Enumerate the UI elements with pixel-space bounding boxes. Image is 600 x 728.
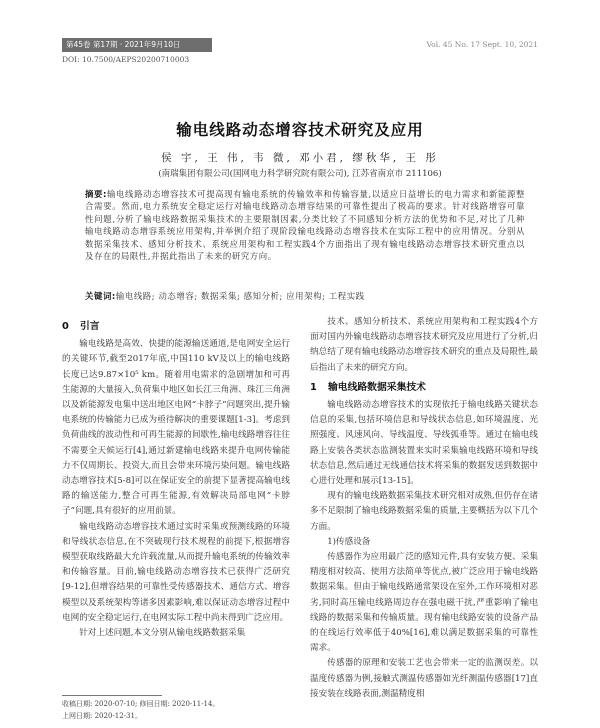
affiliation: (南瑞集团有限公司(国网电力科学研究院有限公司), 江苏省南京市 211106) [158,169,442,179]
paragraph: 针对上述问题,本文分别从输电线路数据采集 [79,628,246,639]
journal-header [0,38,600,52]
section-heading-introduction: 0 引言 [62,321,100,332]
keywords-label: 关键词: [85,291,116,301]
abstract-text: 输电线路动态增容技术可提高现有输电系统的传输效率和传输容量,以适应日益增长的电力需求和新能源整合需要。然而,电力系统安全稳定运行对输电线路动态增容结果的可靠性提出了极高的要求。针对线路增容可靠性问题,分析了输电线路数据采集技术的主要限制因素,分类比较了不同感知分析方法的优势和不足,对比了几种输电线路动态增容系统应用架构,并举例介绍了现阶段输电线路动态增容技术在实际工程中的应用情况。分别从数据采集技术、感知分析技术、系统应用架构和工程实践4个方面指出了现有输电线路动态增容技术研究重点以及存在的局限性,并据此指出了未来的研究方向。 [85,189,525,262]
paragraph: 输电线路动态增容技术的实现依托于输电线路关键状态信息的采集,包括环境信息和导线状态信息,如环境温度、光照强度、风速风向、导线温度、导线弧垂等。通过在输电线路上安装各类状态监测装置来实时采集输电线路环境和导线状态信息,然后通过无线通信技术将采集的数据发送到数据中心进行处理和展示[13-15]。 [310,400,538,487]
paper-title: 输电线路动态增容技术研究及应用 [176,121,424,139]
abstract [85,188,525,262]
subsection-heading: 1)传感设备 [327,536,371,547]
keywords-text: 输电线路; 动态增容; 数据采集; 感知分析; 应用架构; 工程实践 [115,291,365,301]
volume-info: Vol. 45 No. 17 Sept. 10, 2021 [426,40,538,49]
abstract-label: 摘要: [85,189,107,199]
left-column [62,315,290,641]
paragraph: 技术、感知分析技术、系统应用架构和工程实践4个方面对国内外输电线路动态增容技术研究及应用进行了分析,归纳总结了现有输电线路动态增容技术研究的重点及局限性,最后指出了未来的研究方向。 [310,317,538,373]
keywords [85,290,525,302]
doi: DOI: 10.7500/AEPS20200710003 [62,55,190,64]
paragraph: 输电线路动态增容技术通过实时采集或预测线路的环境和导线状态信息,在不突破现行技术规程的前提下,根据增容模型获取线路最大允许载流量,从而提升输电系统的传输效率和传输容量。目前,输电线路动态增容技术已获得广泛研究[9-12],但增容结果的可靠性受传感器技术、通信方式、增容模型以及系统架构等诸多因素影响,难以保证动态增容过程中电网的安全稳定运行,在电网实际工程中尚未得到广泛应用。 [62,521,290,623]
paragraph: 现有的输电线路数据采集技术研究相对成熟,但仍存在诸多不足限制了输电线路数据采集的质量,主要概括为以下几个方面。 [310,491,538,532]
footnote-online: 上网日期: 2020-12-31。 [62,712,142,720]
journal-issue-badge: 第45卷 第17期 · 2021年9月10日 [62,38,212,52]
paragraph: 输电线路是高效、快捷的能源输送通道,是电网安全运行的关键环节,截至2017年底,中国110 kV及以上的输电线路长度已达9.87×10⁵ km。随着用电需求的急剧增加和可再生能源的大量接入,负荷集中地区如长江三角洲、珠江三角洲以及新能源发电集中送出地区电网“卡脖子”问题突出,提升输电系统的传输能力已成为亟待解决的重要课题[1-3]。考虑到负荷曲线的波动性和可再生能源的间歇性,输电线路增容往往不需要全天候运行[4],通过新建输电线路来提升电网传输能力不仅周期长、投资大,而且会带来环境污染问题。输电线路动态增容技术[5-8]可以在保证安全的前提下显著提高输电线路的输送能力,整合可再生能源,有效解决局部电网“卡脖子”问题,具有很好的应用前景。 [62,339,290,517]
footnote-divider [62,695,162,696]
right-column [310,315,538,702]
paragraph: 传感器的原理和安装工艺也会带来一定的监测误差。以温度传感器为例,接触式测温传感器如光纤测温传感器[17]直接安装在线路表面,测温精度相 [310,658,538,699]
footnote-received: 收稿日期: 2020-07-10; 修回日期: 2020-11-14。 [62,700,220,708]
authors: 侯 宇, 王 伟, 韦 微, 邓小君, 缪秋华, 王 彤 [161,152,439,164]
section-heading-data-acquisition: 1 输电线路数据采集技术 [310,381,426,393]
paragraph: 传感器作为应用最广泛的感知元件,具有安装方便、采集精度相对较高、使用方法简单等优点,被广泛应用于输电线路数据采集。但由于输电线路通常架设在室外,工作环境相对恶劣,同时高压输电线路周边存在强电磁干扰,严重影响了输电线路的数据采集和传输质量。现有输电线路安装的设备产品的在线运行效率低于40%[16],难以满足数据采集的可靠性需求。 [310,552,538,654]
